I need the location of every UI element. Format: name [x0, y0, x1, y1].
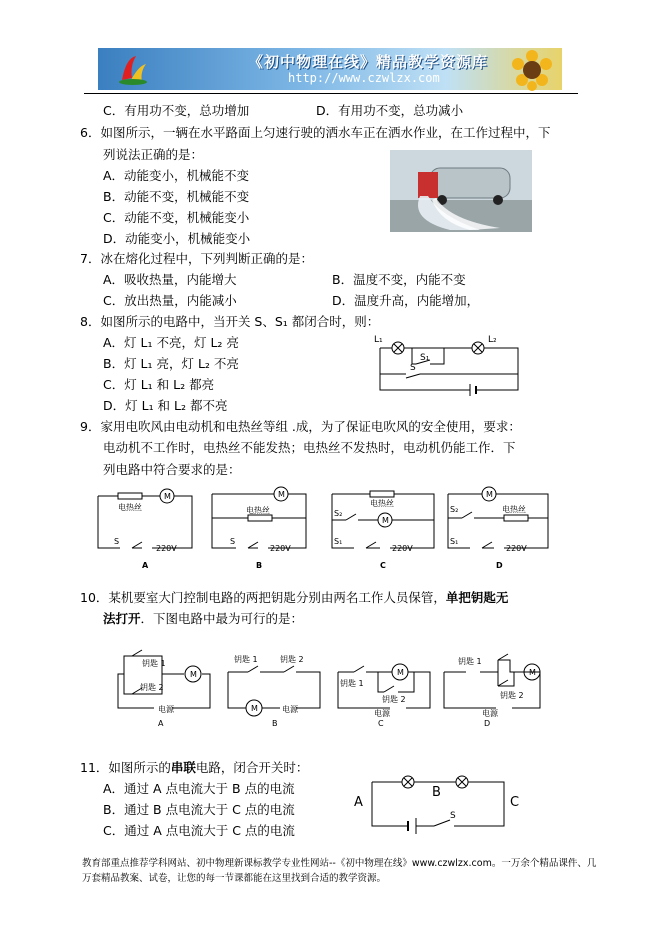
q10-choice-a: A — [158, 719, 164, 728]
q9-circuit-a — [98, 489, 192, 570]
q9-choice-d: D — [496, 561, 503, 570]
q10-circuit-options — [114, 642, 536, 730]
q8-option-a: A．灯 L₁ 不亮，灯 L₂ 亮 — [103, 335, 239, 350]
q9-circuit-options — [92, 486, 552, 570]
q10-b-key2: 钥匙 2 — [280, 655, 304, 664]
q7-option-a: A．吸收热量，内能增大 — [103, 272, 237, 287]
q10-d-key2: 钥匙 2 — [500, 691, 524, 700]
site-logo-icon — [116, 52, 150, 86]
q11-stem-bold: 串联 — [170, 760, 196, 775]
q9-c-s2: S₂ — [334, 509, 343, 518]
page-footer: 教育部重点推荐学科网站、初中物理新课标教学专业性网站--《初中物理在线》www.czwlzx.com。一万余个精品课件、几万套精品教案、试卷，让您的每一节课都能在这里找到合适的教学资源。 — [82, 858, 597, 884]
q9-c-voltage: 220V — [392, 544, 413, 553]
q10-choice-b: B — [272, 719, 278, 728]
q9-d-voltage: 220V — [506, 544, 527, 553]
q9-c-heater: 电热丝 — [370, 499, 394, 508]
q10-stem-line1 — [80, 588, 508, 606]
q9-d-motor: M — [486, 490, 493, 499]
q8-label-s1: S₁ — [420, 353, 430, 363]
q7-option-b: B．温度不变，内能不变 — [332, 272, 466, 287]
site-url: http://www.czwlzx.com — [288, 71, 440, 85]
q6-option-a: A．动能变小，机械能不变 — [103, 168, 250, 183]
q10-d-key1: 钥匙 1 — [458, 657, 482, 666]
q11-label-s: S — [450, 811, 456, 821]
q9-a-heater: 电热丝 — [118, 503, 142, 512]
q10-choice-d: D — [484, 719, 491, 728]
q10-circuit-b — [228, 654, 320, 728]
q10-a-motor: M — [190, 670, 197, 679]
q10-d-power: 电源 — [482, 709, 498, 718]
q9-d-s2: S₂ — [450, 505, 459, 514]
q8-stem: 8．如图所示的电路中，当开关 S、S₁ 都闭合时，则： — [80, 314, 380, 329]
q10-stem-bold2: 法打开 — [103, 611, 141, 626]
water-truck-photo — [390, 150, 532, 232]
q10-b-power: 电源 — [282, 705, 298, 714]
q7-option-c: C．放出热量，内能减小 — [103, 293, 237, 308]
q10-d-motor: M — [529, 668, 536, 677]
q9-circuit-d — [448, 487, 548, 570]
q10-stem-text1: 10．某机要室大门控制电路的两把钥匙分别由两名工作人员保管， — [80, 590, 446, 605]
q9-a-motor: M — [164, 492, 171, 501]
q9-stem-line3: 列电路中符合要求的是： — [103, 462, 241, 477]
q6-option-c: C．动能不变，机械能变小 — [103, 210, 250, 225]
q5-option-c: C．有用功不变，总功增加 — [103, 103, 250, 118]
q10-stem-text2: ．下图电路中最为可行的是： — [140, 611, 304, 626]
header-rule — [84, 93, 578, 94]
q9-d-heater: 电热丝 — [502, 505, 526, 514]
q11-circuit-diagram — [350, 768, 530, 840]
q8-label-s: S — [410, 363, 416, 373]
sunflower-icon — [502, 48, 558, 90]
q10-a-key1: 钥匙 1 — [142, 659, 166, 668]
q5-option-d: D．有用功不变，总功减小 — [316, 103, 464, 118]
q9-a-voltage: 220V — [156, 544, 177, 553]
q10-c-motor: M — [397, 668, 404, 677]
q9-b-voltage: 220V — [270, 544, 291, 553]
q9-circuit-c — [332, 491, 434, 570]
q9-b-s: S — [230, 537, 236, 546]
q11-option-b: B．通过 B 点电流大于 C 点的电流 — [103, 802, 295, 817]
q10-circuit-d — [444, 654, 540, 728]
q9-c-motor: M — [382, 516, 389, 525]
q9-b-motor: M — [278, 490, 285, 499]
q11-option-c: C．通过 A 点电流大于 C 点的电流 — [103, 823, 295, 838]
q11-stem — [80, 758, 308, 776]
q9-circuit-b — [212, 487, 306, 570]
q6-stem-line1: 6．如图所示，一辆在水平路面上匀速行驶的洒水车正在洒水作业，在工作过程中，下 — [80, 125, 551, 140]
q6-option-d: D．动能变小，机械能变小 — [103, 231, 251, 246]
q10-stem-bold1: 单把钥匙无 — [445, 590, 509, 605]
q9-b-heater: 电热丝 — [246, 506, 270, 515]
q10-a-power: 电源 — [158, 705, 174, 714]
q9-a-s: S — [114, 537, 120, 546]
header-banner — [98, 48, 562, 90]
q11-label-c: C — [510, 795, 520, 810]
q8-option-b: B．灯 L₁ 亮，灯 L₂ 不亮 — [103, 356, 239, 371]
q8-option-d: D．灯 L₁ 和 L₂ 都不亮 — [103, 398, 228, 413]
q8-label-l2: L₂ — [488, 335, 497, 345]
q9-d-s1: S₁ — [450, 537, 459, 546]
q11-option-a: A．通过 A 点电流大于 B 点的电流 — [103, 781, 295, 796]
q6-option-b: B．动能不变，机械能不变 — [103, 189, 250, 204]
q10-c-power: 电源 — [374, 709, 390, 718]
q10-stem-line2 — [103, 609, 303, 627]
q11-label-b: B — [432, 785, 441, 800]
site-title: 《初中物理在线》精品教学资源库 — [248, 53, 489, 71]
q10-circuit-a — [118, 650, 210, 728]
q6-stem-line2: 列说法正确的是： — [103, 147, 204, 162]
q11-stem-pre: 11．如图所示的 — [80, 760, 171, 775]
q9-choice-a: A — [142, 561, 149, 570]
q9-choice-c: C — [380, 561, 386, 570]
q10-c-key1: 钥匙 1 — [340, 679, 364, 688]
q10-b-key1: 钥匙 1 — [234, 655, 258, 664]
q10-choice-c: C — [378, 719, 384, 728]
q10-circuit-c — [338, 664, 430, 728]
q11-stem-post: 电路，闭合开关时： — [195, 760, 309, 775]
q9-c-s1: S₁ — [334, 537, 343, 546]
q8-circuit-diagram — [372, 334, 524, 396]
q7-option-d: D．温度升高，内能增加， — [332, 293, 480, 308]
q10-c-key2: 钥匙 2 — [382, 695, 406, 704]
q7-stem: 7．冰在熔化过程中，下列判断正确的是： — [80, 251, 313, 266]
q10-b-motor: M — [251, 704, 258, 713]
q8-option-c: C．灯 L₁ 和 L₂ 都亮 — [103, 377, 215, 392]
q10-a-key2: 钥匙 2 — [140, 683, 164, 692]
q11-label-a: A — [354, 795, 363, 810]
q9-choice-b: B — [256, 561, 263, 570]
q9-stem-line2: 电动机不工作时，电热丝不能发热；电热丝不发热时，电动机仍能工作．下 — [103, 440, 516, 455]
q9-stem-line1: 9．家用电吹风由电动机和电热丝等组 .成，为了保证电吹风的安全使用，要求： — [80, 419, 521, 434]
q8-label-l1: L₁ — [374, 335, 383, 345]
